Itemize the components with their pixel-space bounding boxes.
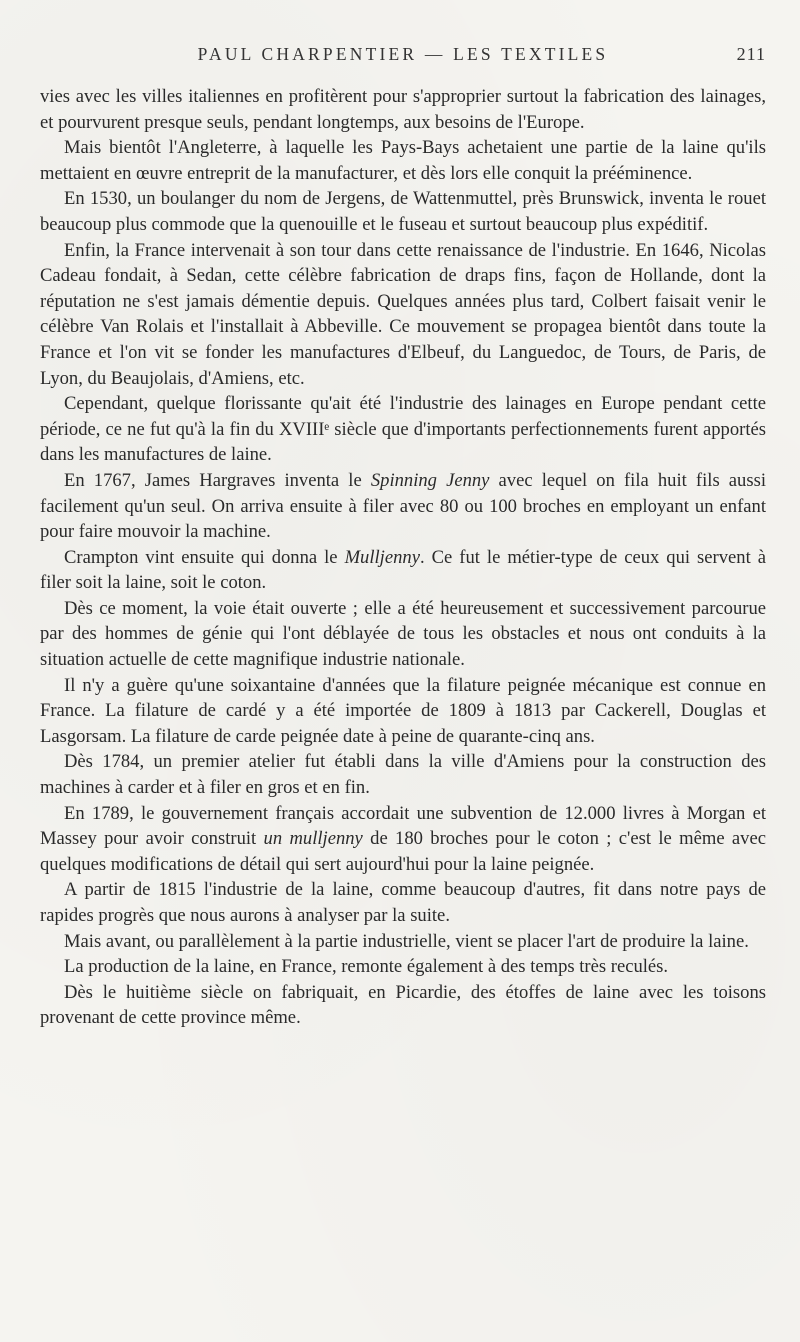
paragraph-produire-laine: Mais avant, ou parallèlement à la partie industrielle, vient se placer l'art de produire la laine. [64, 930, 749, 952]
paragraph-continuation: vies avec les villes italiennes en profitèrent pour s'approprier surtout la fabrication des lainages, et pourvurent presque seuls, pendant longtemps, aux besoins de l'Europe. [40, 86, 766, 133]
hargraves-text-after: avec lequel on fila huit fils aussi facilement qu'un seul. On arriva ensuite à filer avec 80 ou 100 broches en employant un enfant pour faire mouvoir la machine. [40, 469, 766, 543]
crampton-text-after: . Ce fut le métier-type de ceux qui servent à filer soit la laine, soit le coton. [40, 546, 766, 594]
paragraph-production-france: La production de la laine, en France, remonte également à des temps très reculés. [64, 956, 669, 978]
running-head [40, 44, 766, 74]
subvention-text-before: En 1789, le gouvernement français accordait une subvention de 12.000 livres à Morgan et Massey pour avoir construit [40, 802, 766, 850]
spinning-jenny-term: Spinning Jenny [370, 469, 490, 491]
paragraph-amiens-atelier: Dès 1784, un premier atelier fut établi dans la ville d'Amiens pour la construction des machines à carder et à filer en gros et en fin. [40, 751, 766, 799]
un-mulljenny-term: un mulljenny [263, 828, 363, 850]
crampton-text-before: Crampton vint ensuite qui donna le [64, 546, 345, 568]
subvention-text-after: de 180 broches pour le coton ; c'est le même avec quelques modifications de détail qui sert aujourd'hui pour la laine peignée. [40, 828, 766, 875]
paragraph-1815: A partir de 1815 l'industrie de la laine, comme beaucoup d'autres, fit dans notre pays de rapides progrès que nous aurons à analyser par la suite. [40, 879, 766, 926]
body-text [40, 84, 766, 1031]
paragraph-picardie: Dès le huitième siècle on fabriquait, en Picardie, des étoffes de laine avec les toisons provenant de cette province même. [40, 981, 766, 1029]
running-title: PAUL CHARPENTIER — LES TEXTILES [197, 44, 609, 64]
hargraves-text-before: En 1767, James Hargraves inventa le [64, 469, 371, 491]
mulljenny-term: Mulljenny [344, 546, 420, 568]
paragraph-france-manufactures: Enfin, la France intervenait à son tour dans cette renaissance de l'industrie. En 1646, Nicolas Cadeau fondait, à Sedan, cette célèbre fabrication de draps fins, façon de Hollande, dont la réputation ne s'est jamais démentie depuis. Quelques années plus tard, Colbert faisait venir le célèbre Van Rolais et l'installait à Abbeville. Ce mouvement se propagea bientôt dans toute la France et l'on vit se fonder les manufactures d'Elbeuf, du Languedoc, de Tours, de Paris, de Lyon, du Beaujolais, d'Amiens, etc. [40, 239, 766, 389]
paragraph-hargraves [40, 468, 766, 545]
paragraph-rouet: En 1530, un boulanger du nom de Jergens, de Wattenmuttel, près Brunswick, inventa le rouet beaucoup plus commode que la quenouille et le fuseau et surtout beaucoup plus expéditif. [40, 188, 766, 235]
page-number: 211 [736, 44, 766, 64]
paragraph-angleterre: Mais bientôt l'Angleterre, à laquelle les Pays-Bays achetaient une partie de la laine qu'ils mettaient en œuvre entreprit de la manufacturer, et dès lors elle conquit la prééminence. [40, 137, 766, 184]
paragraph-filature: Il n'y a guère qu'une soixantaine d'années que la filature peignée mécanique est connue en France. La filature de cardé y a été importée de 1809 à 1813 par Cackerell, Douglas et Lasgorsam. La filature de carde peignée date à peine de quarante-cinq ans. [40, 674, 766, 747]
paragraph-subvention [40, 801, 766, 878]
paragraph-perfectionnements: Cependant, quelque florissante qu'ait été l'industrie des lainages en Europe pendant cette période, ce ne fut qu'à la fin du XVIIIᵉ siècle que d'importants perfectionnements furent apportés dans les manufactures de laine. [40, 393, 766, 466]
paragraph-crampton [40, 545, 766, 596]
paragraph-voie-ouverte: Dès ce moment, la voie était ouverte ; elle a été heureusement et successivement parcourue par des hommes de génie qui l'ont déblayée de tous les obstacles et nous ont conduits à la situation actuelle de cette magnifique industrie nationale. [40, 597, 766, 671]
